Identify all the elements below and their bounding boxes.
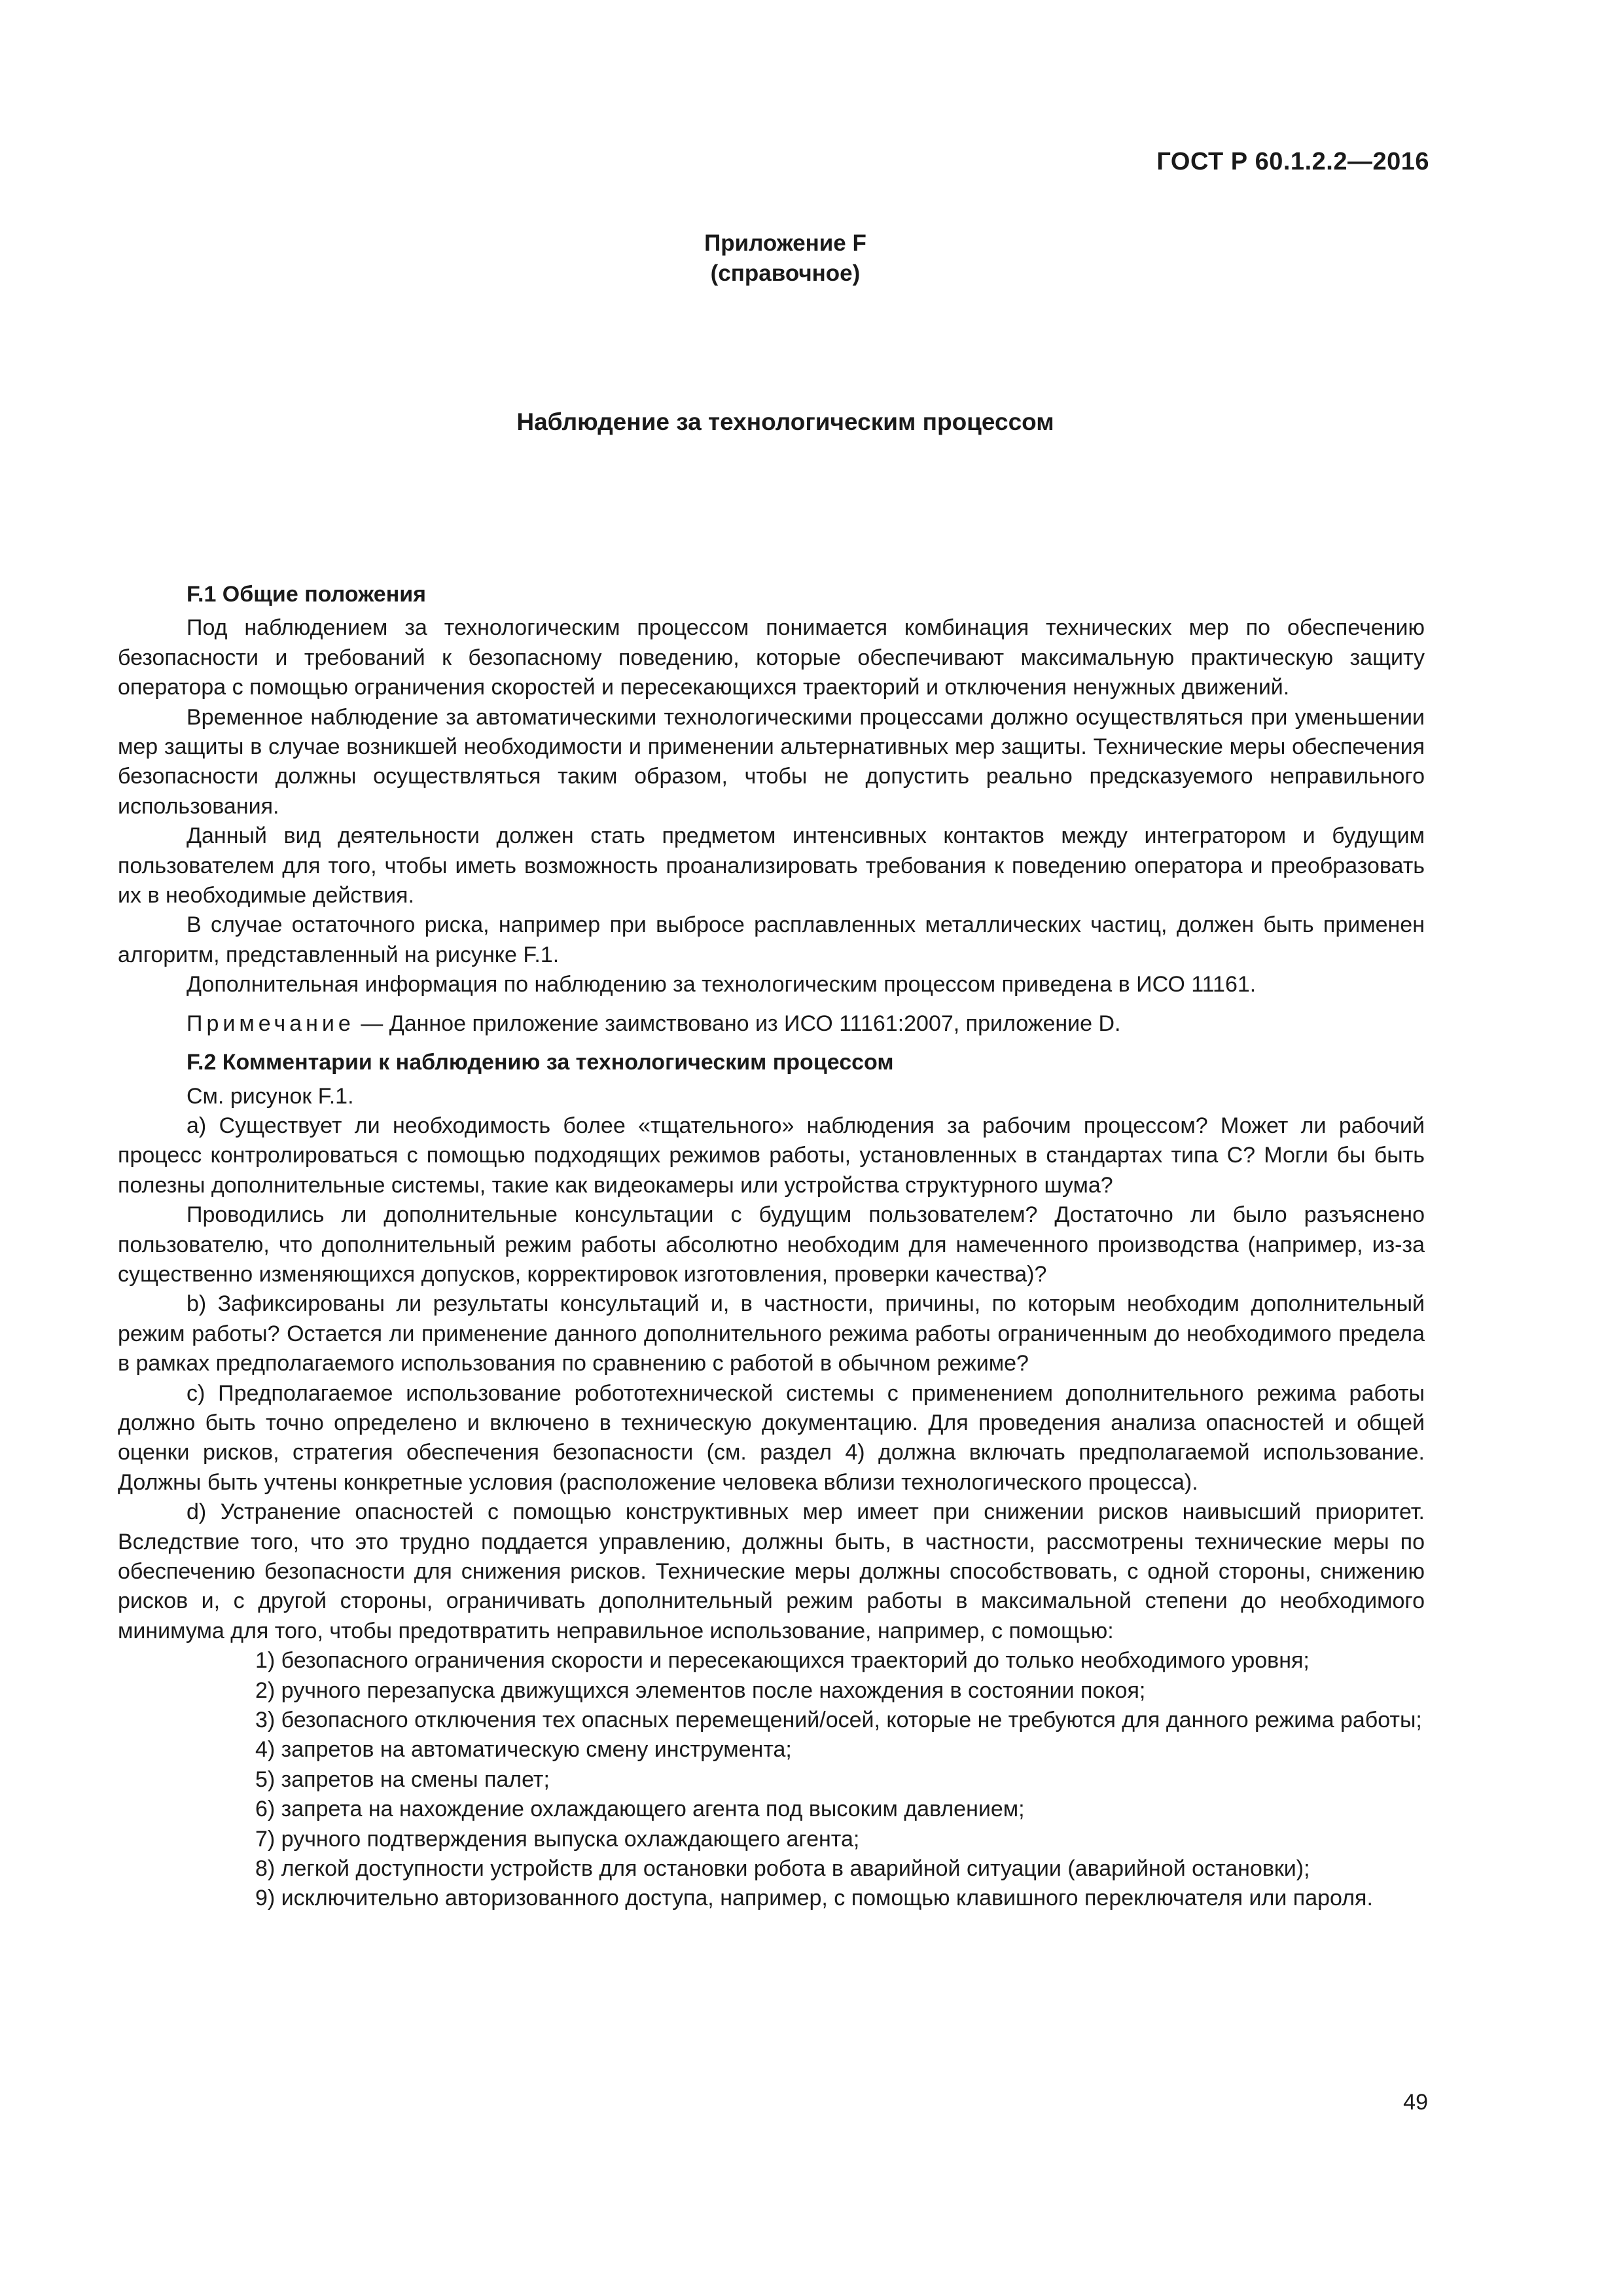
annex-heading: Наблюдение за технологическим процессом — [516, 408, 1054, 435]
list-item: 8) легкой доступности устройств для остановки робота в аварийной ситуации (аварийной остановки); — [255, 1856, 1310, 1882]
paragraph: В случае остаточного риска, например при выбросе расплавленных металлических частиц, должен быть применен алгоритм, представленный на рисунке F.1. — [118, 912, 1425, 967]
note-text: — Данное приложение заимствовано из ИСО 11161:2007, приложение D. — [354, 1011, 1121, 1036]
annex-title: Приложение F — [704, 230, 866, 256]
paragraph: Под наблюдением за технологическим процессом понимается комбинация технических мер по обеспечению безопасности и требований к безопасному поведению, которые обеспечивают максимальную практическую защиту оператора с помощью ограничения скоростей и пересекающихся траекторий и отключения ненужных движений. — [118, 615, 1425, 700]
note — [118, 1009, 1425, 1039]
list-item: 7) ручного подтверждения выпуска охлаждающего агента; — [255, 1826, 860, 1852]
list-item: 9) исключительно авторизованного доступа, например, с помощью клавишного переключателя или пароля. — [255, 1886, 1373, 1911]
list-item: 4) запретов на автоматическую смену инструмента; — [255, 1737, 792, 1763]
document-body — [118, 576, 1425, 1914]
section-heading-f1: F.1 Общие положения — [187, 582, 426, 607]
paragraph: См. рисунок F.1. — [187, 1083, 354, 1109]
paragraph: Данный вид деятельности должен стать предметом интенсивных контактов между интегратором и будущим пользователем для того, чтобы иметь возможность проанализировать требования к поведению оператора и преобразовать их в необходимые действия. — [118, 823, 1425, 908]
annex-type: (справочное) — [710, 260, 861, 286]
list-item: 1) безопасного ограничения скорости и пересекающихся траекторий до только необходимого уровня; — [255, 1648, 1310, 1674]
list-item: 6) запрета на нахождение охлаждающего агента под высоким давлением; — [255, 1797, 1025, 1822]
paragraph: b) Зафиксированы ли результаты консультаций и, в частности, причины, по которым необходим дополнительный режим работы? Остается ли применение данного дополнительного режима работы ограниченным до необходимого предела в рамках предполагаемого использования по сравнению с работой в обычном режиме? — [118, 1291, 1425, 1376]
paragraph: c) Предполагаемое использование робототехнической системы с применением дополнительного режима работы должно быть точно определено и включено в техническую документацию. Для проведения анализа опасностей и общей оценки рисков, стратегия обеспечения безопасности (см. раздел 4) должна включать предполагаемой использование. Должны быть учтены конкретные условия (расположение человека вблизи технологического процесса). — [118, 1380, 1425, 1495]
paragraph: Временное наблюдение за автоматическими технологическими процессами должно осуществляться при уменьшении мер защиты в случае возникшей необходимости и применении альтернативных мер защиты. Технические меры обеспечения безопасности должны осуществляться таким образом, чтобы не допустить реально предсказуемого неправильного использования. — [118, 704, 1425, 819]
paragraph: d) Устранение опасностей с помощью конструктивных мер имеет при снижении рисков наивысший приоритет. Вследствие того, что это трудно поддается управлению, должны быть, в частности, рассмотрены технические меры по обеспечению безопасности для снижения рисков. Технические меры должны способствовать, с одной стороны, снижению рисков и, с другой стороны, ограничивать дополнительный режим работы в максимальной степени до необходимого минимума для того, чтобы предотвратить неправильное использование, например, с помощью: — [118, 1499, 1425, 1643]
paragraph: Проводились ли дополнительные консультации с будущим пользователем? Достаточно ли было разъяснено пользователю, что дополнительный режим работы абсолютно необходим для намеченного производства (например, из-за существенно изменяющихся допусков, корректировок изготовления, проверки качества)? — [118, 1202, 1425, 1287]
section-heading-f2: F.2 Комментарии к наблюдению за технологическим процессом — [187, 1050, 894, 1075]
list-item: 5) запретов на смены палет; — [255, 1767, 550, 1792]
paragraph: a) Существует ли необходимость более «тщательного» наблюдения за рабочим процессом? Может ли рабочий процесс контролироваться с помощью подходящих режимов работы, установленных в стандартах типа C? Могли бы быть полезны дополнительные системы, такие как видеокамеры или устройства структурного шума? — [118, 1113, 1425, 1198]
paragraph: Дополнительная информация по наблюдению за технологическим процессом приведена в ИСО 11161. — [187, 972, 1257, 997]
list-item: 2) ручного перезапуска движущихся элементов после нахождения в состоянии покоя; — [255, 1677, 1146, 1703]
note-label: Примечание — [187, 1011, 355, 1036]
list-item: 3) безопасного отключения тех опасных перемещений/осей, которые не требуются для данного режима работы; — [255, 1708, 1422, 1733]
page-number: 49 — [1403, 2090, 1428, 2115]
standard-code: ГОСТ Р 60.1.2.2—2016 — [1156, 148, 1429, 175]
